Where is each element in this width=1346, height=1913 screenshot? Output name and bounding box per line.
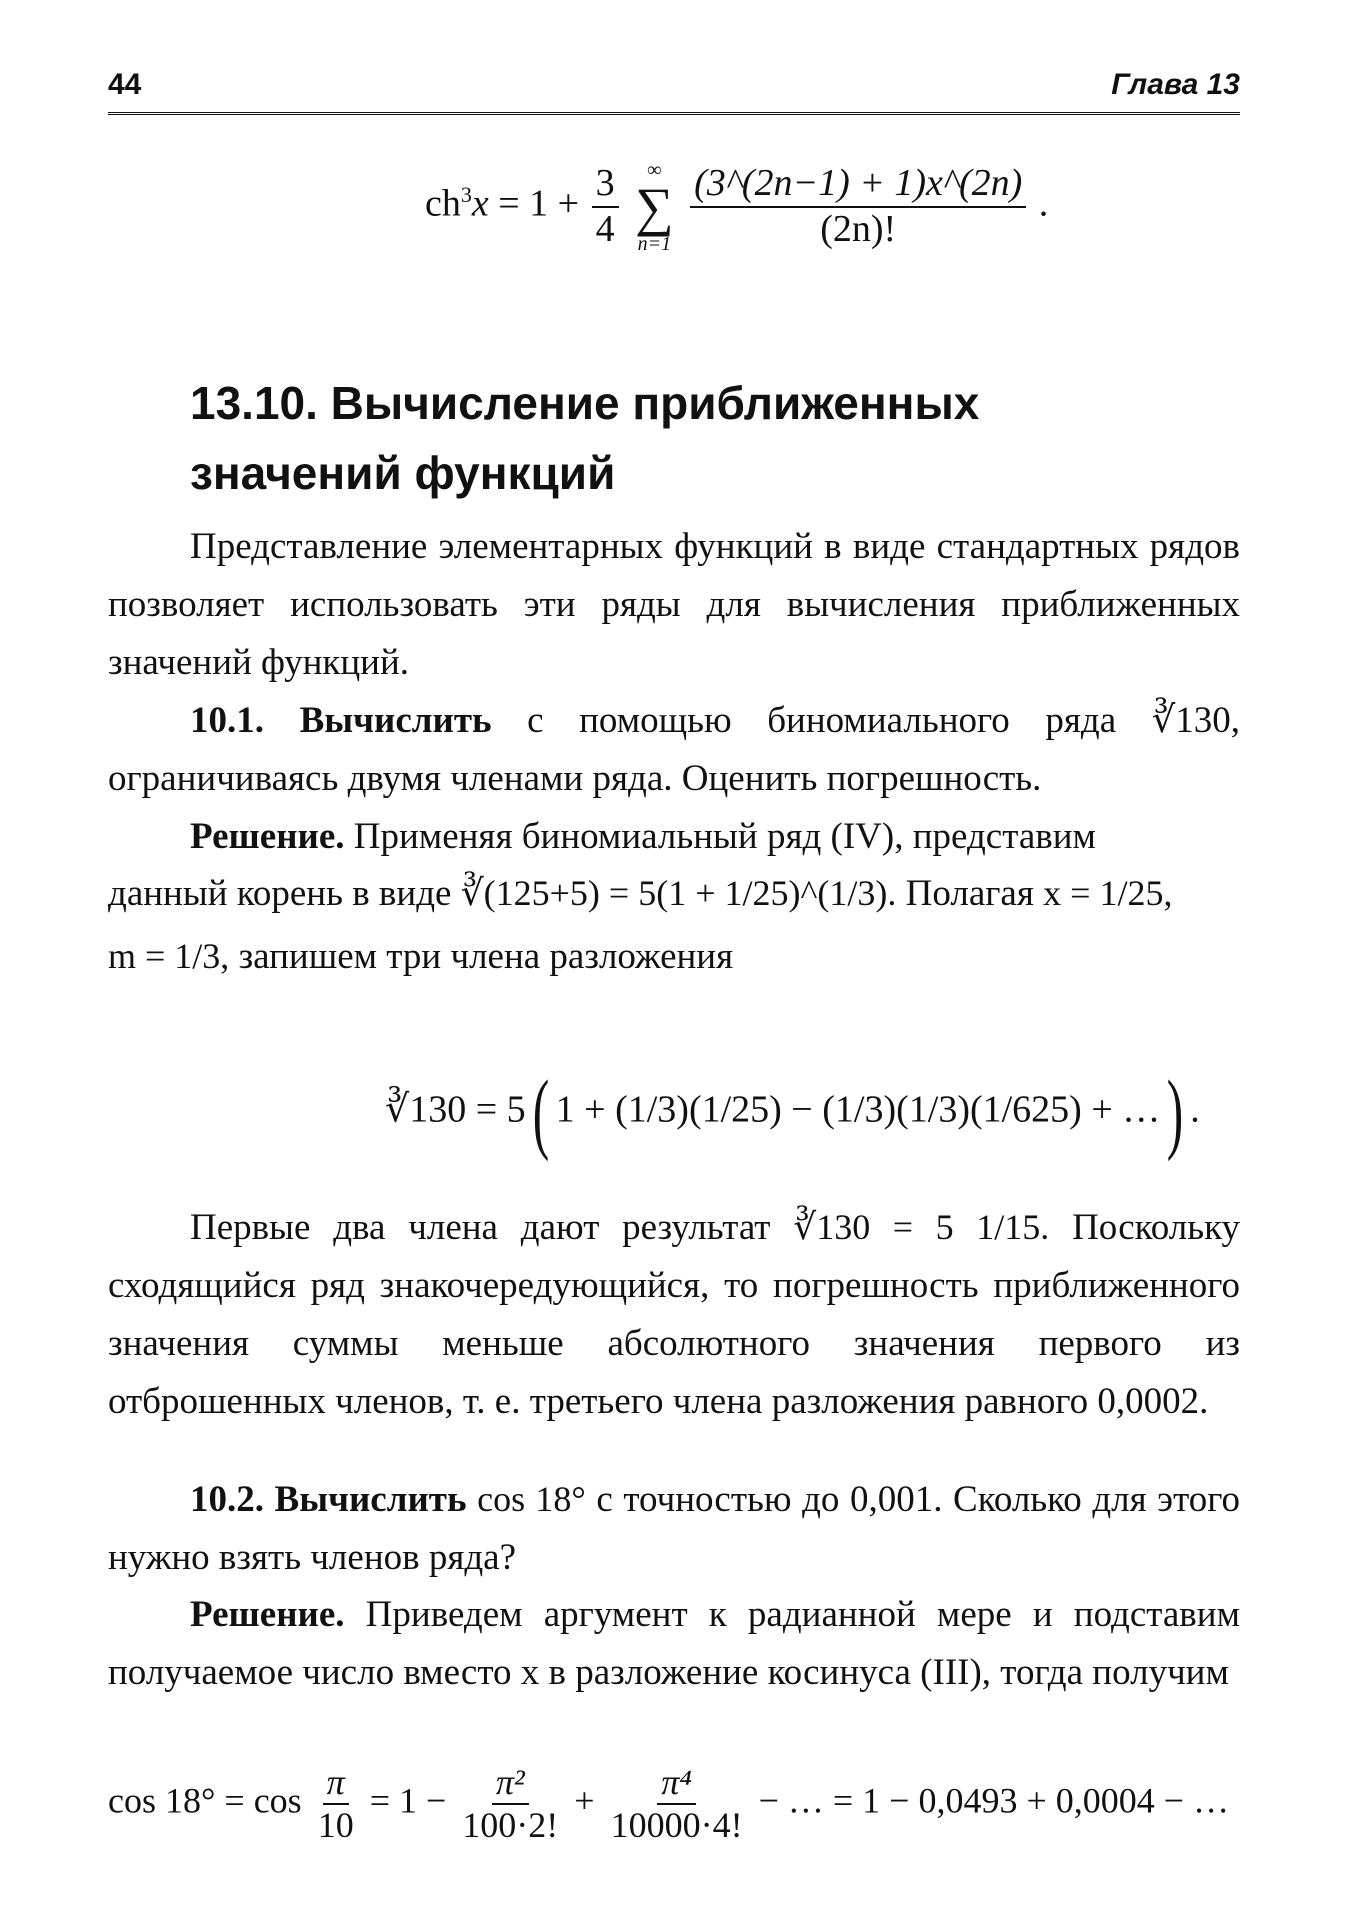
result-expression: ∛130 = 5 1/15.	[793, 1207, 1050, 1247]
series-term-fraction: $\frac{(3\^{}(2n-1) + 1)x\^{}(2n)}{(2n)!}$	[690, 162, 1026, 251]
fraction-3-4: $\frac{3}{4}$	[592, 162, 619, 251]
section-heading: 13.10. Вычисление приближенных значений функций	[190, 377, 980, 499]
chapter-title: Глава 13	[1111, 68, 1240, 101]
running-header	[108, 62, 1240, 115]
example-10-2: 10.2. Вычислить cos 18° с точностью до 0,001. Сколько для этого нужно взять членов ряда?	[108, 1479, 1241, 1578]
formula-root-expansion: ∛130 = 5( 1 + (1/3)(1/25) − (1/3)(1/3)(1/625) + …) .	[385, 1063, 1200, 1162]
intro-paragraph: Представление элементарных функций в виде стандартных рядов позволяет использовать эти ряды для вычисления приближенных значений функций.	[108, 526, 1240, 683]
page-number: 44	[108, 68, 142, 101]
formula-ch3x: $ch^3x = 1$ + $\frac{3}{4}$ ∞ ∑ n=1 $\frac{(3\^{}(2n-1) + 1)x\^{}(2n)}{(2n)!}$ .	[425, 159, 1049, 255]
formula-cos18: cos 18° = cos $\frac{\pi}{10}$ = 1 − $\frac{\text{π²}}{100\cdot 2!}$ + $\frac{\text{π⁴}}{10000\cdot 4!}$ − … = 1 − 0,0493 + 0,0004 − …	[108, 1762, 1230, 1846]
example-label: 10.2. Вычислить	[190, 1479, 467, 1520]
example-label: 10.1. Вычислить	[190, 700, 492, 741]
solution-10-2: Решение. Приведем аргумент к радианной мере и подставим получаемое число вместо x в разложение косинуса (III), тогда получим	[108, 1594, 1240, 1693]
m-substitution: m = 1/3,	[108, 936, 230, 976]
root-expression: ∛(125+5) = 5(1 + 1/25)^(1/3).	[460, 873, 897, 913]
solution-label: Решение.	[190, 816, 345, 857]
solution-label: Решение.	[190, 1594, 345, 1635]
solution-10-1: Решение. Применяя биномиальный ряд (IV), представим	[190, 816, 1096, 857]
sum-symbol: ∞ ∑ n=1	[635, 159, 674, 255]
result-paragraph: Первые два члена дают результат ∛130 = 5 1/15. Поскольку сходящийся ряд знакочередующийся, то погрешность приближенного значения суммы меньше абсолютного значения первого из отброшенных членов, т. е. третьего члена разложения равного 0,0002.	[108, 1207, 1241, 1422]
x-substitution: x = 1/25,	[1043, 873, 1173, 913]
solution-10-1-cont: данный корень в виде ∛(125+5) = 5(1 + 1/25)^(1/3). Полагая x = 1/25, m = 1/3, запишем три члена разложения	[108, 873, 1173, 977]
example-10-1: 10.1. Вычислить с помощью биномиального ряда ∛130, ограничиваясь двумя членами ряда. Оценить погрешность.	[108, 700, 1241, 799]
